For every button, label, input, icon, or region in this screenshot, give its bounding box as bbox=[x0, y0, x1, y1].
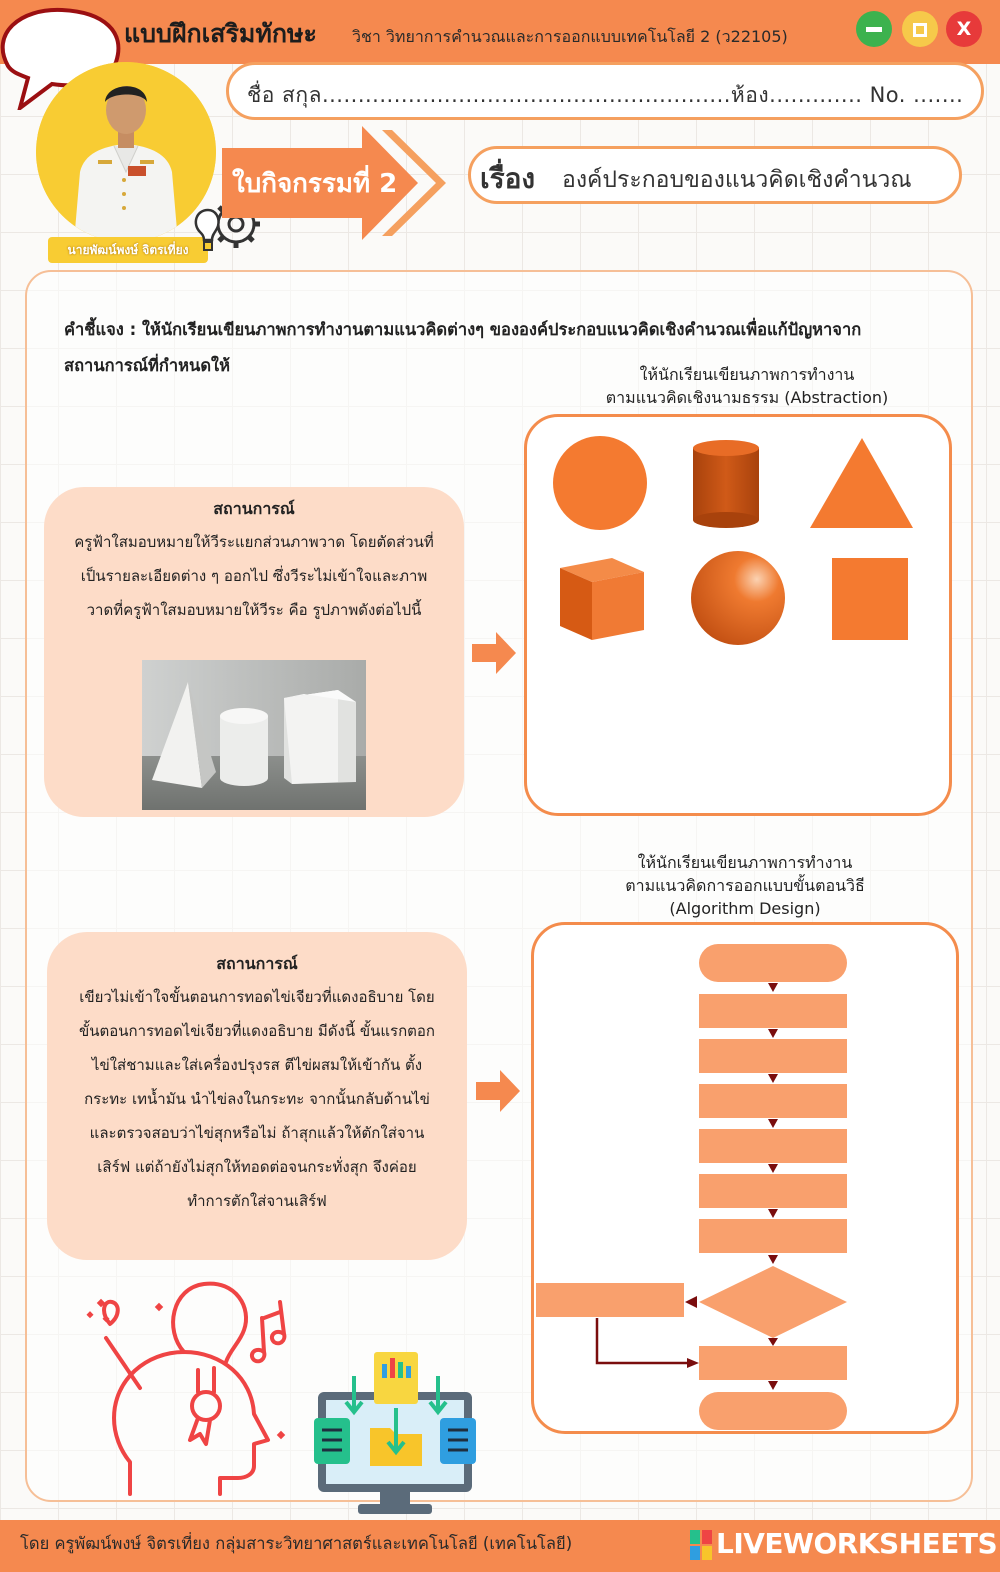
cylinder-shape[interactable] bbox=[693, 440, 759, 528]
decision-diamond[interactable] bbox=[699, 1266, 847, 1338]
triangle-shape[interactable] bbox=[810, 438, 913, 528]
scenario-1-title: สถานการณ์ bbox=[213, 499, 295, 518]
loop-process-step[interactable] bbox=[536, 1283, 684, 1317]
abstraction-caption bbox=[560, 363, 934, 409]
student-info-field[interactable] bbox=[226, 62, 984, 120]
process-step-3[interactable] bbox=[699, 1084, 847, 1118]
maximize-button[interactable] bbox=[902, 11, 938, 47]
abstraction-caption-line-1: ให้นักเรียนเขียนภาพการทำงาน bbox=[639, 365, 855, 384]
close-button[interactable]: X bbox=[946, 11, 982, 47]
liveworksheets-logo-icon bbox=[690, 1530, 712, 1560]
creative-head-icon bbox=[80, 1272, 320, 1496]
topic-prefix: เรื่อง bbox=[480, 162, 536, 195]
scenario-card-2 bbox=[47, 932, 467, 1260]
teacher-name: นายพัฒน์พงษ์ จิตรเที่ยง bbox=[48, 237, 208, 263]
activity-label: ใบกิจกรรมที่ 2 bbox=[232, 169, 398, 199]
scenario-2-body: เขียวไม่เข้าใจขั้นตอนการทอดไข่เจียวที่แดงอธิบาย โดยขั้นตอนการทอดไข่เจียวที่แดงอธิบาย มีดังนี้ ขั้นแรกตอกไข่ใส่ชามและใส่เครื่องปรุงรส ตีไข่ผสมให้เข้ากัน ตั้งกระทะ เทน้ำมัน นำไข่ลงในกระทะ จากนั้นกลับด้านไข่ และตรวจสอบว่าไข่สุกหรือไม่ ถ้าสุกแล้วให้ตักใส่จานเสิร์ฟ แต่ถ้ายังไม่สุกให้ทอดต่อจนกระทั่งสุก จึงค่อยทำการตักใส่จานเสิร์ฟ bbox=[78, 988, 436, 1210]
flowchart-template bbox=[533, 936, 863, 1436]
algorithm-caption-line-3: (Algorithm Design) bbox=[669, 899, 821, 918]
right-arrow-icon bbox=[474, 1068, 522, 1114]
minimize-icon bbox=[866, 27, 882, 32]
sphere-shape[interactable] bbox=[691, 551, 785, 645]
square-shape[interactable] bbox=[832, 558, 908, 640]
abstraction-caption-line-2: ตามแนวคิดเชิงนามธรรม (Abstraction) bbox=[605, 388, 889, 407]
process-step-4[interactable] bbox=[699, 1129, 847, 1163]
shape-palette bbox=[540, 430, 930, 660]
process-step-7[interactable] bbox=[699, 1346, 847, 1380]
geometric-solids-photo bbox=[142, 660, 366, 810]
end-terminal[interactable] bbox=[699, 1392, 847, 1430]
data-monitor-icon bbox=[306, 1346, 484, 1518]
process-step-6[interactable] bbox=[699, 1219, 847, 1253]
process-step-5[interactable] bbox=[699, 1174, 847, 1208]
instructions: คำชี้แจง : ให้นักเรียนเขียนภาพการทำงานตามแนวคิดต่างๆ ขององค์ประกอบแนวคิดเชิงคำนวณเพื่อแก้ปัญหาจากสถานการณ์ที่กำหนดให้ bbox=[64, 320, 862, 375]
right-arrow-icon bbox=[470, 630, 518, 676]
liveworksheets-logo[interactable]: LIVEWORKSHEETS bbox=[716, 1527, 998, 1560]
scenario-1-body: ครูฟ้าใสมอบหมายให้วีระแยกส่วนภาพวาด โดยตัดส่วนที่เป็นรายละเอียดต่าง ๆ ออกไป ซึ่งวีระไม่เข้าใจและภาพวาดที่ครูฟ้าใสมอบหมายให้วีระ คือ รูปภาพดังต่อไปนี้ bbox=[74, 533, 434, 619]
process-step-2[interactable] bbox=[699, 1039, 847, 1073]
algorithm-caption bbox=[560, 851, 930, 920]
process-step-1[interactable] bbox=[699, 994, 847, 1028]
cube-shape[interactable] bbox=[560, 558, 644, 640]
brand-title: แบบฝึกเสริมทักษะ bbox=[124, 19, 317, 48]
minimize-button[interactable] bbox=[856, 11, 892, 47]
algorithm-caption-line-2: ตามแนวคิดการออกแบบขั้นตอนวิธี bbox=[625, 876, 865, 895]
student-info-label: ชื่อ สกุล.........................................................ห้อง............. No. ....... bbox=[247, 83, 964, 107]
circle-shape[interactable] bbox=[553, 436, 647, 530]
maximize-icon bbox=[913, 23, 927, 37]
course-title: วิชา วิทยาการคำนวณและการออกแบบเทคโนโลยี 2 (ว22105) bbox=[352, 27, 788, 46]
scenario-2-title: สถานการณ์ bbox=[216, 954, 298, 973]
footer-credit: โดย ครูพัฒน์พงษ์ จิตรเที่ยง กลุ่มสาระวิทยาศาสตร์และเทคโนโลยี (เทคโนโลยี) bbox=[20, 1534, 573, 1553]
topic-title: องค์ประกอบของแนวคิดเชิงคำนวณ bbox=[562, 167, 912, 193]
algorithm-caption-line-1: ให้นักเรียนเขียนภาพการทำงาน bbox=[637, 853, 853, 872]
start-terminal[interactable] bbox=[699, 944, 847, 982]
